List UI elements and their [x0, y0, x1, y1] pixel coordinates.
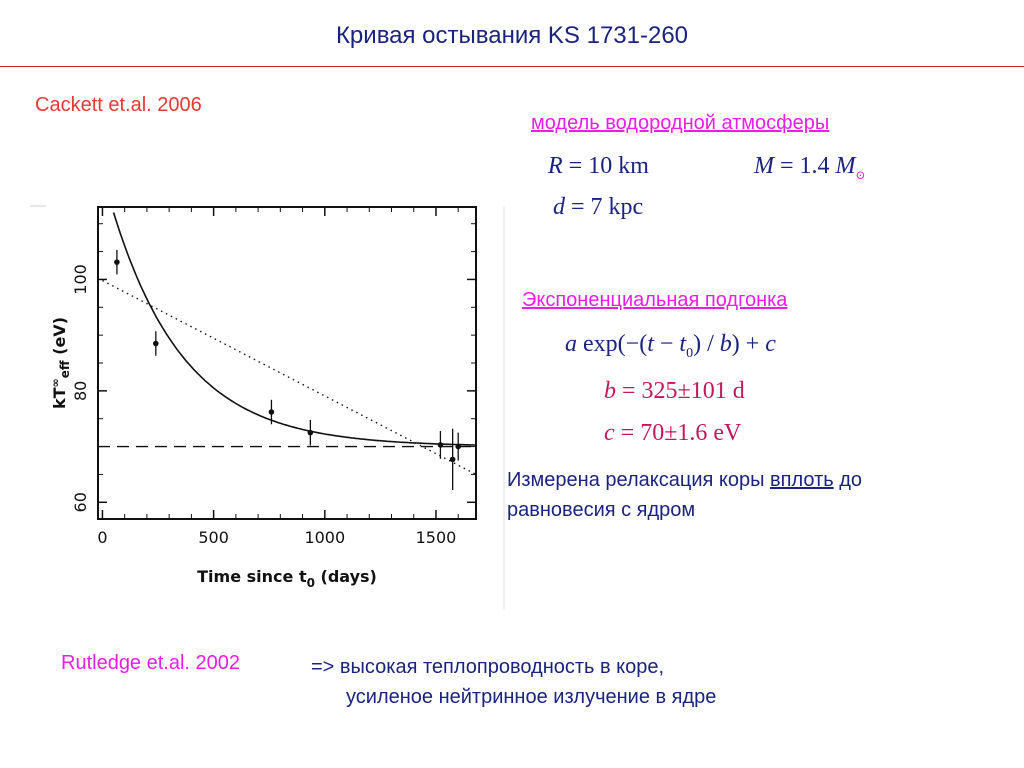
plot-frame — [98, 207, 476, 519]
tick-labels — [71, 264, 456, 547]
c-error: 1.6 — [677, 420, 708, 446]
implication-line2: усиленое нейтринное излучение в ядре — [346, 686, 717, 708]
conclusion-part-a: Измерена релаксация коры — [507, 469, 771, 491]
c-value: 70 — [640, 420, 665, 446]
data-point — [308, 430, 314, 436]
x-tick-label: 0 — [97, 528, 108, 547]
y-tick-label: 100 — [71, 264, 90, 295]
power-law-fit-line — [102, 281, 476, 475]
data-point — [455, 444, 461, 450]
implication-line1: => высокая теплопроводность в коре, — [311, 656, 665, 678]
mass-symbol: M — [754, 153, 774, 179]
y-tick-label: 80 — [71, 380, 90, 402]
data-point — [114, 259, 120, 265]
b-unit: d — [732, 378, 745, 404]
fit-a: a — [565, 331, 577, 357]
data-point — [438, 442, 444, 448]
b-pm: ± — [677, 378, 691, 404]
b-value: 325 — [641, 378, 678, 404]
slide-title: Кривая остывания KS 1731-260 — [335, 22, 689, 49]
conclusion-line2: равновесия с ядром — [507, 499, 696, 521]
equation-mass: M = 1.4 $M_⊙$ — [754, 153, 866, 182]
data-point — [450, 457, 456, 463]
b-symbol: b — [604, 378, 616, 404]
equation-distance: d = 7 kpc — [553, 194, 644, 220]
fit-t: t — [647, 331, 654, 357]
radius-value: 10 km — [588, 153, 649, 179]
axis-ticks — [98, 207, 476, 519]
data-points — [114, 250, 461, 490]
model-heading: модель водородной атмосферы — [531, 112, 830, 134]
b-error: 101 — [690, 378, 727, 404]
reference-rutledge: Rutledge et.al. 2002 — [61, 652, 241, 674]
fit-close-paren: ) / — [693, 331, 720, 357]
fit-c-value: c = 70±1.6 eV — [604, 420, 742, 446]
data-point — [153, 341, 159, 347]
conclusion-underlined: вплоть — [770, 469, 834, 491]
fit-c: c — [765, 331, 776, 357]
distance-symbol: d — [553, 194, 565, 220]
x-axis-title: Time since $t_0$ (days) — [197, 567, 377, 590]
y-axis-title: $kT^\infty_{eff}$ (eV) — [49, 316, 72, 410]
fit-exp: exp( — [583, 331, 626, 357]
c-pm: ± — [664, 420, 678, 446]
x-tick-label: 500 — [198, 528, 229, 547]
data-point — [269, 409, 275, 415]
reference-cackett: Cackett et.al. 2006 — [35, 94, 202, 116]
y-tick-label: 60 — [71, 492, 90, 513]
radius-symbol: R — [548, 153, 563, 179]
exponential-fit-curve — [114, 213, 476, 446]
x-tick-label: 1000 — [304, 528, 346, 547]
fit-plus: ) + — [731, 331, 766, 357]
mass-value: 1.4 — [799, 153, 830, 179]
distance-value: 7 kpc — [590, 194, 644, 220]
c-symbol: c — [604, 420, 615, 446]
equation-radius: R = 10 km — [548, 153, 649, 179]
c-unit: eV — [713, 420, 742, 446]
fit-heading: Экспоненциальная подгонка — [522, 289, 788, 311]
fit-b: b — [719, 331, 732, 357]
x-tick-label: 1500 — [415, 528, 457, 547]
fit-b-value: b = 325±101 d — [604, 378, 745, 404]
fit-minus: −( — [625, 331, 648, 357]
fit-formula: a $\exp(-(t - t_0) / b) + c$ — [565, 331, 776, 361]
conclusion-part-b: до — [833, 469, 863, 491]
fit-t0-subscript: 0 — [686, 345, 694, 361]
fit-t0: t — [679, 331, 687, 357]
solar-mass-subscript: ⊙ — [855, 167, 866, 182]
mass-unit-symbol: M — [835, 153, 856, 179]
